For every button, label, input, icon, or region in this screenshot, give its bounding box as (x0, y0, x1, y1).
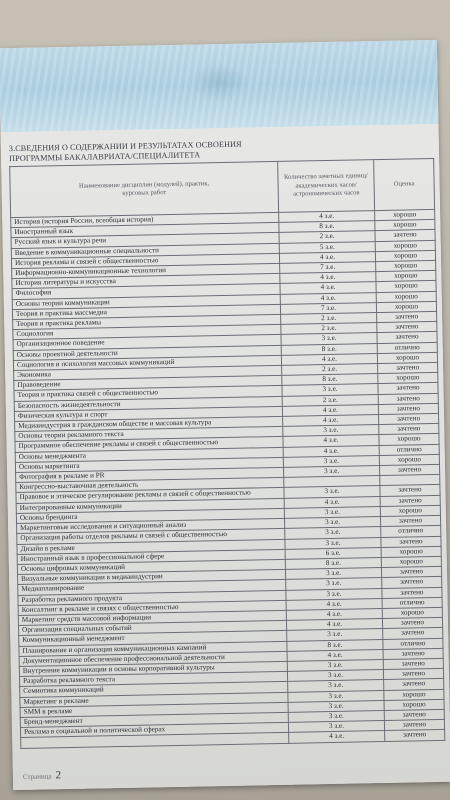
subject-cell: Визуальные коммуникации в медиаиндустрии (18, 569, 286, 584)
subject-cell: Социология и психология массовых коммуникаций (13, 355, 281, 370)
subject-cell: Физическая культура и спорт (14, 406, 282, 421)
subject-cell: Экономика (14, 365, 282, 380)
column-header-grade: Оценка (374, 158, 435, 210)
subject-cell: Интегрированные коммуникации (16, 498, 284, 513)
credits-cell: 4 з.е. (286, 619, 382, 631)
subject-cell: Основы проектной деятельности (13, 345, 281, 360)
subject-cell: Программное обеспечение рекламы и связей с общественностью (15, 437, 283, 452)
grade-cell: хорошо (379, 434, 439, 445)
subject-cell: Правовое и этическое регулирование рекламы и связей с общественностью (16, 488, 284, 503)
credits-cell: 8 з.е. (282, 374, 378, 386)
credits-cell: 4 з.е. (282, 404, 378, 416)
subject-cell: Информационно-коммуникационные технологии (12, 263, 280, 278)
credits-cell: 3 з.е. (287, 670, 383, 682)
subject-cell: Коммуникационный менеджмент (19, 631, 287, 646)
subject-cell: Правоведение (14, 376, 282, 391)
credits-cell: 4 з.е. (283, 445, 379, 457)
credits-cell: 2 з.е. (282, 394, 378, 406)
page-number: 2 (55, 769, 62, 782)
credits-cell: 3 з.е. (285, 568, 381, 580)
grade-cell: отлично (382, 597, 442, 608)
content (9, 136, 445, 749)
credits-cell: 3 з.е. (288, 680, 384, 692)
credits-cell: 4 з.е. (279, 211, 375, 223)
column-header-credits: Количество зачетных единиц/академических часов/астрономических часов (278, 160, 375, 213)
grade-cell: хорошо (381, 546, 441, 557)
credits-cell: 2 з.е. (282, 364, 378, 376)
grade-cell: зачтено (380, 485, 440, 496)
grade-cell: зачтено (382, 617, 442, 628)
credits-cell: 2 з.е. (281, 323, 377, 335)
credits-cell: 3 з.е. (283, 455, 379, 467)
grade-cell: зачтено (383, 628, 443, 639)
credits-cell: 6 з.е. (285, 547, 381, 559)
grade-cell: хорошо (375, 209, 435, 220)
subject-cell: Русский язык и культура речи (11, 233, 279, 248)
grade-cell: хорошо (376, 271, 436, 282)
credits-cell: 3 з.е. (284, 466, 380, 478)
credits-cell: 4 з.е. (286, 608, 382, 620)
grade-cell: зачтено (381, 566, 441, 577)
grades-table (9, 158, 445, 749)
grade-cell: хорошо (381, 556, 441, 567)
grade-cell: зачтено (381, 536, 441, 547)
credits-cell: 4 з.е. (280, 292, 376, 304)
grade-cell: зачтено (384, 709, 444, 720)
credits-cell: 3 з.е. (284, 506, 380, 518)
subject-cell: История (история России, всеобщая история) (11, 212, 279, 227)
subject-cell: Основы менеджмента (15, 447, 283, 462)
subject-cell: Бренд-менеджмент (20, 712, 288, 727)
grade-cell: зачтено (382, 577, 442, 588)
credits-cell: 3 з.е. (283, 425, 379, 437)
credits-cell: 3 з.е. (285, 527, 381, 539)
grade-cell: хорошо (382, 607, 442, 618)
grade-cell: зачтено (383, 658, 443, 669)
grade-cell: зачтено (378, 383, 438, 394)
credits-cell: 4 з.е. (287, 649, 383, 661)
grade-cell: отлично (383, 638, 443, 649)
grade-cell: зачтено (384, 679, 444, 690)
security-band (0, 40, 438, 132)
grade-cell: зачтено (384, 720, 444, 731)
credits-cell: 4 з.е. (283, 435, 379, 447)
grade-cell: зачтено (385, 730, 445, 741)
column-header-subject: Наименование дисциплин (модулей), практик, курсовых работ (10, 161, 279, 217)
subject-cell: Организация специальных событий (19, 620, 287, 635)
grade-cell: отлично (379, 444, 439, 455)
subject-cell: Медиапланирование (18, 580, 286, 595)
subject-cell: Семиотика коммуникаций (20, 682, 288, 697)
grade-cell: зачтено (378, 362, 438, 373)
grade-cell: зачтено (379, 413, 439, 424)
credits-cell: 3 з.е. (288, 700, 384, 712)
subject-cell: SMM в рекламе (20, 702, 288, 717)
document-page (0, 40, 450, 790)
grade-cell: зачтено (380, 495, 440, 506)
grade-cell: зачтено (375, 230, 435, 241)
subject-cell: Консалтинг в рекламе и связях с общественностью (18, 600, 286, 615)
subject-cell: Разработка рекламного текста (19, 671, 287, 686)
grade-cell: отлично (381, 526, 441, 537)
credits-cell: 3 з.е. (286, 578, 382, 590)
grade-cell: отлично (377, 342, 437, 353)
subject-cell: Реклама в социальной и политической сферах (20, 722, 288, 737)
grade-cell: зачтено (380, 515, 440, 526)
credits-cell: 3 з.е. (284, 517, 380, 529)
grade-cell: зачтено (377, 332, 437, 343)
credits-cell: 4 з.е. (280, 282, 376, 294)
section-title: 3.СВЕДЕНИЯ О СОДЕРЖАНИИ И РЕЗУЛЬТАТАХ ОСВОЕНИЯ ПРОГРАММЫ БАКАЛАВРИАТА/СПЕЦИАЛИТЕТА (8, 139, 242, 164)
grade-cell: зачтено (383, 648, 443, 659)
subject-cell: Введение в коммуникационные специальности (11, 243, 279, 258)
grade-cell: хорошо (375, 240, 435, 251)
subject-cell: Теория и практика массмедиа (12, 304, 280, 319)
credits-cell: 4 з.е. (281, 353, 377, 365)
credits-cell: 4 з.е. (279, 251, 375, 263)
credits-cell: 4 з.е. (284, 496, 380, 508)
grade-cell: зачтено (379, 424, 439, 435)
credits-cell: 4 з.е. (283, 415, 379, 427)
subject-cell: История рекламы и связей с общественностью (11, 253, 279, 268)
subject-cell: Основы брендинга (16, 508, 284, 523)
credits-cell: 2 з.е. (279, 231, 375, 243)
credits-cell: 3 з.е. (287, 629, 383, 641)
credits-cell: 2 з.е. (281, 313, 377, 325)
grade-cell: хорошо (378, 373, 438, 384)
subject-cell: Конгрессно-выставочная деятельность (16, 478, 284, 493)
grade-cell: хорошо (376, 301, 436, 312)
grade-cell: хорошо (375, 220, 435, 231)
credits-cell: 8 з.е. (279, 221, 375, 233)
subject-cell: Иностранный язык в профессиональной сфере (17, 549, 285, 564)
subject-cell: Теория и практика связей с общественностью (14, 386, 282, 401)
grade-cell: зачтено (382, 587, 442, 598)
grade-cell: хорошо (380, 505, 440, 516)
credits-cell: 3 з.е. (282, 384, 378, 396)
subject-cell: Иностранный язык (11, 223, 279, 238)
subject-cell: Основы маркетинга (15, 457, 283, 472)
subject-cell: Разработка рекламного продукта (18, 590, 286, 605)
subject-cell: Дизайн в рекламе (17, 539, 285, 554)
subject-cell: Медиаиндустрия в гражданском обществе и массовая культура (15, 416, 283, 431)
table-body (11, 209, 445, 748)
grade-cell: зачтено (380, 464, 440, 475)
grade-cell: зачтено (383, 668, 443, 679)
grade-cell: хорошо (377, 352, 437, 363)
credits-cell: 3 з.е. (285, 537, 381, 549)
grade-cell: хорошо (376, 291, 436, 302)
credits-cell: 3 з.е. (287, 659, 383, 671)
subject-cell: Основы цифровых коммуникаций (17, 559, 285, 574)
credits-cell: 7 з.е. (280, 262, 376, 274)
grade-cell: хорошо (376, 281, 436, 292)
page-footer (23, 769, 61, 782)
credits-cell: 4 з.е. (289, 731, 385, 743)
subject-cell: Основы теории рекламного текста (15, 427, 283, 442)
subject-cell: Внутренние коммуникации и основы корпоративной культуры (19, 661, 287, 676)
credits-cell: 7 з.е. (280, 302, 376, 314)
credits-cell: 4 з.е. (286, 598, 382, 610)
credits-cell: 8 з.е. (285, 557, 381, 569)
grade-cell: зачтено (377, 322, 437, 333)
grade-cell: хорошо (384, 689, 444, 700)
credits-cell: 4 з.е. (280, 272, 376, 284)
emblem-watermark (189, 61, 250, 102)
credits-cell: 3 з.е. (288, 721, 384, 733)
subject-cell: Организационное поведение (13, 335, 281, 350)
grade-cell: хорошо (379, 454, 439, 465)
footer-label: Страница (22, 772, 52, 781)
grade-cell: хорошо (375, 250, 435, 261)
credits-cell: 8 з.е. (281, 343, 377, 355)
credits-cell: 5 з.е. (279, 241, 375, 253)
subject-cell: Планирование и организация коммуникационных кампаний (19, 641, 287, 656)
subject-cell: Маркетинг в рекламе (20, 692, 288, 707)
subject-cell: Организация работы отделов рекламы и связей с общественностью (17, 529, 285, 544)
subject-cell: Документационное обеспечение профессиональной деятельности (19, 651, 287, 666)
grade-cell: зачтено (378, 393, 438, 404)
table-header-row (10, 158, 435, 217)
credits-cell: 3 з.е. (288, 710, 384, 722)
subject-cell: История литературы и искусства (12, 274, 280, 289)
credits-cell: 3 з.е. (286, 588, 382, 600)
credits-cell: 3 з.е. (281, 333, 377, 345)
credits-cell: 8 з.е. (287, 639, 383, 651)
subject-cell: Маркетинг средств массовой информации (18, 610, 286, 625)
subject-cell: Социология (13, 325, 281, 340)
grade-cell: зачтено (377, 311, 437, 322)
subject-cell: Маркетинговые исследования и ситуационный анализ (17, 518, 285, 533)
credits-cell: 3 з.е. (284, 486, 380, 498)
subject-cell: Теория и практика рекламы (13, 314, 281, 329)
subject-cell: Основы теории коммуникации (12, 294, 280, 309)
subject-cell: Философия (12, 284, 280, 299)
credits-cell: 3 з.е. (288, 690, 384, 702)
grade-cell: хорошо (384, 699, 444, 710)
subject-cell: Безопасность жизнедеятельности (14, 396, 282, 411)
grade-cell: зачтено (378, 403, 438, 414)
subject-cell: Фотография в рекламе и PR (16, 467, 284, 482)
grade-cell: хорошо (376, 260, 436, 271)
